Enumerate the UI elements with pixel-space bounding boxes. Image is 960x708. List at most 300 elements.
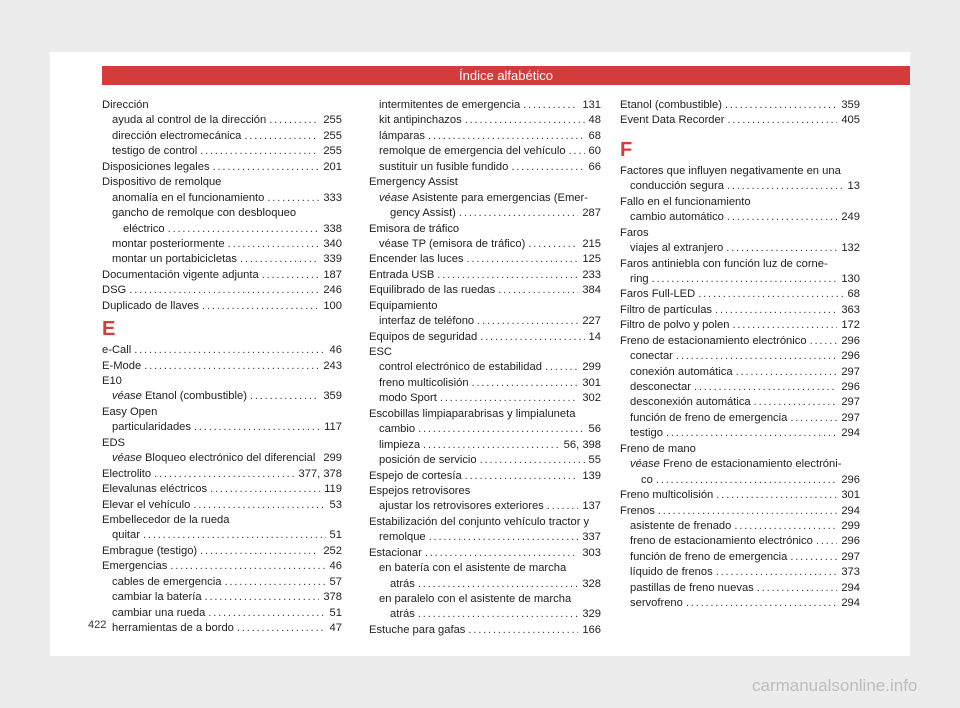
entry-term: Emergency Assist: [369, 176, 458, 189]
index-entry: [102, 606, 342, 621]
index-entry: [369, 268, 601, 283]
dot-leader: [440, 391, 578, 406]
entry-term: cambiar la batería: [112, 591, 202, 604]
entry-term: remolque de emergencia del vehículo: [379, 145, 566, 158]
entry-term: interfaz de teléfono: [379, 315, 475, 328]
dot-leader: [465, 113, 585, 128]
entry-page-number: 338: [323, 222, 342, 235]
entry-term: Estacionar: [369, 546, 422, 559]
entry-term: montar un portabicicletas: [112, 253, 237, 266]
index-entry: [102, 405, 342, 420]
dot-leader: [262, 268, 320, 283]
dot-leader: [698, 287, 843, 302]
entry-page-number: 297: [841, 365, 860, 378]
index-entry: [102, 283, 342, 298]
index-entry: [369, 129, 601, 144]
entry-page-number: 246: [323, 284, 342, 297]
index-entry: [369, 515, 601, 530]
dot-leader: [810, 334, 838, 349]
entry-term: modo Sport: [379, 392, 437, 405]
index-entry: [620, 426, 860, 441]
index-entry: [102, 252, 342, 267]
index-entry: [620, 534, 860, 549]
entry-term: particularidades: [112, 421, 191, 434]
index-entry: [620, 226, 860, 241]
index-entry: [620, 365, 860, 380]
entry-page-number: 294: [841, 427, 860, 440]
index-entry: [102, 389, 342, 404]
entry-term: conexión automática: [630, 365, 733, 378]
dot-leader: [144, 359, 319, 374]
entry-term: Freno multicolisión: [620, 489, 714, 502]
index-entry: [369, 561, 601, 576]
entry-page-number: 299: [841, 519, 860, 532]
entry-page-number: 14: [588, 330, 601, 343]
index-entry: [620, 303, 860, 318]
dot-leader: [459, 206, 578, 221]
index-entry: [620, 179, 860, 194]
entry-term: Faros antiniebla con función luz de corne-: [620, 257, 828, 270]
entry-term: Equipos de seguridad: [369, 330, 478, 343]
dot-leader: [716, 488, 837, 503]
index-entry: [102, 129, 342, 144]
entry-page-number: 131: [582, 99, 601, 111]
entry-term: ajustar los retrovisores exteriores: [379, 500, 544, 513]
entry-term: Freno de estacionamiento electróni-: [662, 458, 842, 471]
index-entry: [102, 268, 342, 283]
dot-leader: [418, 577, 578, 592]
entry-page-number: 215: [582, 237, 601, 250]
entry-page-number: 294: [841, 504, 860, 517]
entry-term: Bloqueo electrónico del diferencial: [144, 452, 316, 465]
entry-term: eléctrico: [123, 222, 165, 235]
entry-term: Equipamiento: [369, 299, 438, 312]
index-entry: [620, 113, 860, 128]
entry-page-number: 48: [588, 114, 601, 127]
index-entry: [369, 438, 601, 453]
entry-term: control electrónico de estabilidad: [379, 361, 542, 374]
dot-leader: [200, 544, 319, 559]
entry-page-number: 294: [841, 597, 860, 610]
index-entry: [369, 206, 601, 221]
entry-page-number: 56, 398: [563, 438, 601, 451]
index-entry: [369, 391, 601, 406]
index-entry: [102, 528, 342, 543]
index-entry: [620, 257, 860, 272]
dot-leader: [727, 210, 837, 225]
dot-leader: [143, 528, 326, 543]
dot-leader: [425, 546, 578, 561]
entry-term: cambiar una rueda: [112, 606, 206, 619]
index-entry: [369, 607, 601, 622]
entry-term: lámparas: [379, 129, 426, 142]
index-entry: [620, 457, 860, 472]
index-entry: [102, 451, 342, 466]
index-entry: [102, 590, 342, 605]
index-entry: [102, 98, 342, 113]
entry-term: ESC: [369, 346, 393, 358]
entry-term: véase TP (emisora de tráfico): [379, 237, 526, 250]
index-entry: [102, 160, 342, 175]
index-entry: [620, 442, 860, 457]
dot-leader: [727, 113, 837, 128]
dot-leader: [790, 550, 837, 565]
entry-page-number: 227: [582, 315, 601, 328]
dot-leader: [205, 590, 320, 605]
entry-page-number: 296: [841, 381, 860, 393]
entry-term: quitar: [112, 529, 140, 542]
index-column-1: [102, 98, 342, 636]
index-entry: [369, 330, 601, 345]
dot-leader: [193, 498, 325, 513]
entry-page-number: 51: [329, 529, 342, 542]
dot-leader: [429, 530, 579, 545]
entry-page-number: 243: [323, 359, 342, 372]
see-reference-label: véase: [112, 452, 142, 465]
index-entry: [620, 287, 860, 302]
entry-term: Encender las luces: [369, 253, 464, 266]
index-entry: [620, 164, 860, 179]
index-entry: [620, 504, 860, 519]
entry-page-number: 301: [841, 489, 860, 502]
index-entry: [620, 565, 860, 580]
dot-leader: [715, 303, 837, 318]
entry-term: E-Mode: [102, 359, 142, 372]
index-entry: [102, 175, 342, 190]
index-entry: [369, 222, 601, 237]
index-entry: [369, 484, 601, 499]
dot-leader: [725, 98, 837, 113]
index-entry: [620, 550, 860, 565]
entry-page-number: 329: [582, 608, 601, 621]
entry-term: conectar: [630, 350, 673, 363]
entry-page-number: 137: [582, 500, 601, 513]
entry-term: en paralelo con el asistente de marcha: [379, 593, 572, 605]
entry-term: ayuda al control de la dirección: [112, 114, 267, 127]
index-entry: [369, 360, 601, 375]
index-entry: [620, 473, 860, 488]
entry-page-number: 296: [841, 473, 860, 486]
index-entry: [369, 546, 601, 561]
dot-leader: [213, 160, 320, 175]
entry-term: Estabilización del conjunto vehículo tractor y: [369, 515, 590, 528]
entry-term: Elevalunas eléctricos: [102, 483, 208, 496]
entry-page-number: 68: [847, 288, 860, 301]
dot-leader: [716, 565, 838, 580]
index-entry: [102, 436, 342, 451]
entry-term: Dirección: [102, 99, 149, 111]
dot-leader: [472, 376, 579, 391]
dot-leader: [686, 596, 837, 611]
index-entry: [369, 577, 601, 592]
entry-page-number: 339: [323, 253, 342, 266]
entry-term: cables de emergencia: [112, 575, 222, 588]
dot-leader: [727, 179, 844, 194]
index-entry: [620, 596, 860, 611]
entry-term: viajes al extranjero: [630, 242, 724, 255]
entry-page-number: 132: [841, 242, 860, 255]
entry-term: atrás: [390, 608, 415, 621]
entry-term: Electrolito: [102, 467, 152, 480]
entry-term: en batería con el asistente de marcha: [379, 562, 567, 575]
entry-term: EDS: [102, 436, 126, 449]
entry-term: Freno de mano: [620, 442, 696, 455]
dot-leader: [208, 606, 325, 621]
index-entry: [369, 530, 601, 545]
entry-term: testigo: [630, 427, 663, 440]
dot-leader: [569, 144, 585, 159]
dot-leader: [477, 314, 578, 329]
entry-term: desconectar: [630, 381, 691, 393]
entry-term: freno de estacionamiento electrónico: [630, 535, 813, 548]
index-entry: [369, 499, 601, 514]
entry-term: Dispositivo de remolque: [102, 176, 222, 189]
index-entry: [102, 621, 342, 636]
entry-page-number: 233: [582, 268, 601, 281]
entry-page-number: 340: [323, 237, 342, 250]
entry-term: DSG: [102, 284, 127, 297]
entry-term: Faros Full-LED: [620, 288, 696, 301]
index-entry: [369, 422, 601, 437]
dot-leader: [511, 160, 584, 175]
entry-page-number: 405: [841, 114, 860, 127]
dot-leader: [170, 559, 325, 574]
entry-term: testigo de control: [112, 145, 198, 158]
entry-term: montar posteriormente: [112, 237, 225, 250]
index-entry: [102, 482, 342, 497]
entry-term: Fallo en el funcionamiento: [620, 195, 751, 208]
index-entry: [102, 467, 342, 482]
entry-page-number: 139: [582, 469, 601, 482]
entry-page-number: 384: [582, 284, 601, 297]
index-entry: [620, 272, 860, 287]
index-entry: [620, 380, 860, 395]
entry-term: función de freno de emergencia: [630, 411, 788, 424]
entry-term: Faros: [620, 226, 649, 239]
dot-leader: [240, 252, 319, 267]
entry-term: Equilibrado de las ruedas: [369, 284, 496, 297]
index-entry: [620, 581, 860, 596]
index-entry: [369, 113, 601, 128]
entry-page-number: 187: [323, 268, 342, 281]
entry-page-number: 297: [841, 396, 860, 409]
entry-page-number: 377, 378: [298, 467, 342, 480]
entry-term: intermitentes de emergencia: [379, 99, 521, 111]
index-entry: [369, 469, 601, 484]
index-entry: [620, 318, 860, 333]
entry-term: Frenos: [620, 504, 655, 517]
index-letter-heading: E: [102, 318, 116, 341]
dot-leader: [480, 330, 584, 345]
entry-page-number: 130: [841, 272, 860, 285]
dot-leader: [523, 98, 578, 113]
entry-term: Freno de estacionamiento electrónico: [620, 334, 807, 347]
dot-leader: [547, 499, 579, 514]
entry-term: Embellecedor de la rueda: [102, 513, 230, 526]
dot-leader: [666, 426, 837, 441]
entry-page-number: 333: [323, 191, 342, 204]
entry-term: sustituir un fusible fundido: [379, 160, 509, 173]
dot-leader: [237, 621, 326, 636]
entry-term: Disposiciones legales: [102, 160, 210, 173]
entry-term: herramientas de a bordo: [112, 622, 234, 634]
entry-term: E10: [102, 375, 122, 387]
entry-term: Factores que influyen negativamente en una: [620, 164, 841, 177]
dot-leader: [200, 144, 319, 159]
entry-term: cambio automático: [630, 211, 724, 224]
entry-page-number: 302: [582, 392, 601, 405]
index-entry: [369, 237, 601, 252]
dot-leader: [418, 422, 584, 437]
see-reference-label: véase: [112, 390, 142, 403]
entry-page-number: 166: [582, 623, 601, 636]
dot-leader: [676, 349, 837, 364]
dot-leader: [418, 607, 578, 622]
index-entry: [620, 411, 860, 426]
entry-term: líquido de frenos: [630, 566, 713, 579]
index-entry: [369, 175, 601, 190]
index-entry: [369, 144, 601, 159]
entry-page-number: 56: [588, 423, 601, 436]
index-entry: [369, 98, 601, 113]
index-entry: [102, 191, 342, 206]
dot-leader: [754, 395, 838, 410]
index-entry: [620, 241, 860, 256]
entry-page-number: 55: [588, 454, 601, 467]
index-entry: [102, 420, 342, 435]
index-entry: [102, 359, 342, 374]
entry-page-number: 297: [841, 550, 860, 563]
dot-leader: [194, 420, 320, 435]
entry-term: Entrada USB: [369, 268, 435, 281]
index-entry: [369, 623, 601, 638]
dot-leader: [224, 575, 325, 590]
entry-page-number: 299: [323, 452, 342, 465]
see-reference-label: véase: [379, 191, 409, 204]
entry-term: Filtro de partículas: [620, 303, 713, 316]
entry-term: Etanol (combustible): [144, 390, 247, 403]
entry-page-number: 60: [588, 145, 601, 158]
entry-term: gency Assist): [390, 207, 456, 220]
entry-term: Etanol (combustible): [620, 99, 722, 111]
entry-page-number: 47: [329, 622, 342, 634]
entry-page-number: 297: [841, 411, 860, 424]
dot-leader: [736, 365, 838, 380]
index-entry: [369, 160, 601, 175]
entry-term: pastillas de freno nuevas: [630, 581, 754, 594]
entry-page-number: 125: [582, 253, 601, 266]
entry-page-number: 66: [588, 160, 601, 173]
entry-term: Emergencias: [102, 560, 168, 573]
entry-term: desconexión automática: [630, 396, 751, 409]
dot-leader: [790, 411, 837, 426]
dot-leader: [202, 299, 319, 314]
index-entry: [102, 498, 342, 513]
entry-page-number: 294: [841, 581, 860, 594]
entry-term: asistente de frenado: [630, 519, 732, 532]
dot-leader: [734, 519, 837, 534]
entry-page-number: 301: [582, 376, 601, 389]
entry-term: función de freno de emergencia: [630, 550, 788, 563]
section-header: Índice alfabético: [102, 66, 910, 85]
entry-term: gancho de remolque con desbloqueo: [112, 207, 297, 220]
dot-leader: [228, 237, 320, 252]
index-entry: [102, 113, 342, 128]
entry-term: anomalía en el funcionamiento: [112, 191, 265, 204]
entry-term: Event Data Recorder: [620, 114, 725, 127]
entry-term: Estuche para gafas: [369, 623, 466, 636]
entry-page-number: 328: [582, 577, 601, 590]
entry-page-number: 100: [323, 299, 342, 312]
index-entry: [369, 376, 601, 391]
entry-term: Escobillas limpiaparabrisas y limpialuneta: [369, 407, 576, 420]
index-column-2: [369, 98, 601, 638]
page-number: 422: [88, 619, 107, 631]
index-entry: [102, 559, 342, 574]
entry-page-number: 119: [324, 483, 342, 496]
dot-leader: [210, 482, 320, 497]
index-entry: [620, 395, 860, 410]
index-entry: [369, 283, 601, 298]
dot-leader: [269, 113, 319, 128]
dot-leader: [480, 453, 585, 468]
dot-leader: [267, 191, 319, 206]
index-entry: [102, 513, 342, 528]
entry-page-number: 68: [588, 129, 601, 142]
dot-leader: [250, 389, 319, 404]
index-entry: [620, 519, 860, 534]
entry-page-number: 13: [847, 180, 860, 193]
index-entry: [369, 299, 601, 314]
manual-page: [50, 52, 910, 656]
index-entry: [620, 349, 860, 364]
entry-page-number: 287: [582, 207, 601, 220]
dot-leader: [244, 129, 319, 144]
entry-page-number: 373: [841, 566, 860, 579]
dot-leader: [467, 252, 579, 267]
index-entry: [369, 314, 601, 329]
entry-term: ring: [630, 272, 649, 285]
dot-leader: [528, 237, 578, 252]
entry-page-number: 299: [582, 361, 601, 374]
entry-page-number: 117: [324, 421, 342, 434]
entry-page-number: 201: [323, 160, 342, 173]
dot-leader: [732, 318, 837, 333]
entry-page-number: 46: [329, 560, 342, 573]
dot-leader: [154, 467, 294, 482]
index-column-3: [620, 98, 860, 612]
entry-term: Espejos retrovisores: [369, 484, 471, 497]
entry-term: Documentación vigente adjunta: [102, 268, 259, 281]
entry-term: servofreno: [630, 597, 683, 610]
entry-page-number: 378: [323, 591, 342, 604]
index-entry: [369, 191, 601, 206]
dot-leader: [498, 283, 578, 298]
dot-leader: [423, 438, 560, 453]
dot-leader: [468, 623, 578, 638]
entry-term: posición de servicio: [379, 454, 477, 467]
entry-page-number: 53: [329, 498, 342, 511]
entry-term: Duplicado de llaves: [102, 299, 200, 312]
entry-page-number: 359: [841, 99, 860, 111]
entry-term: Espejo de cortesía: [369, 469, 462, 482]
entry-term: Emisora de tráfico: [369, 222, 460, 235]
dot-leader: [656, 473, 838, 488]
entry-page-number: 172: [841, 319, 860, 332]
dot-leader: [129, 283, 319, 298]
index-entry: [102, 237, 342, 252]
entry-term: atrás: [390, 577, 415, 590]
